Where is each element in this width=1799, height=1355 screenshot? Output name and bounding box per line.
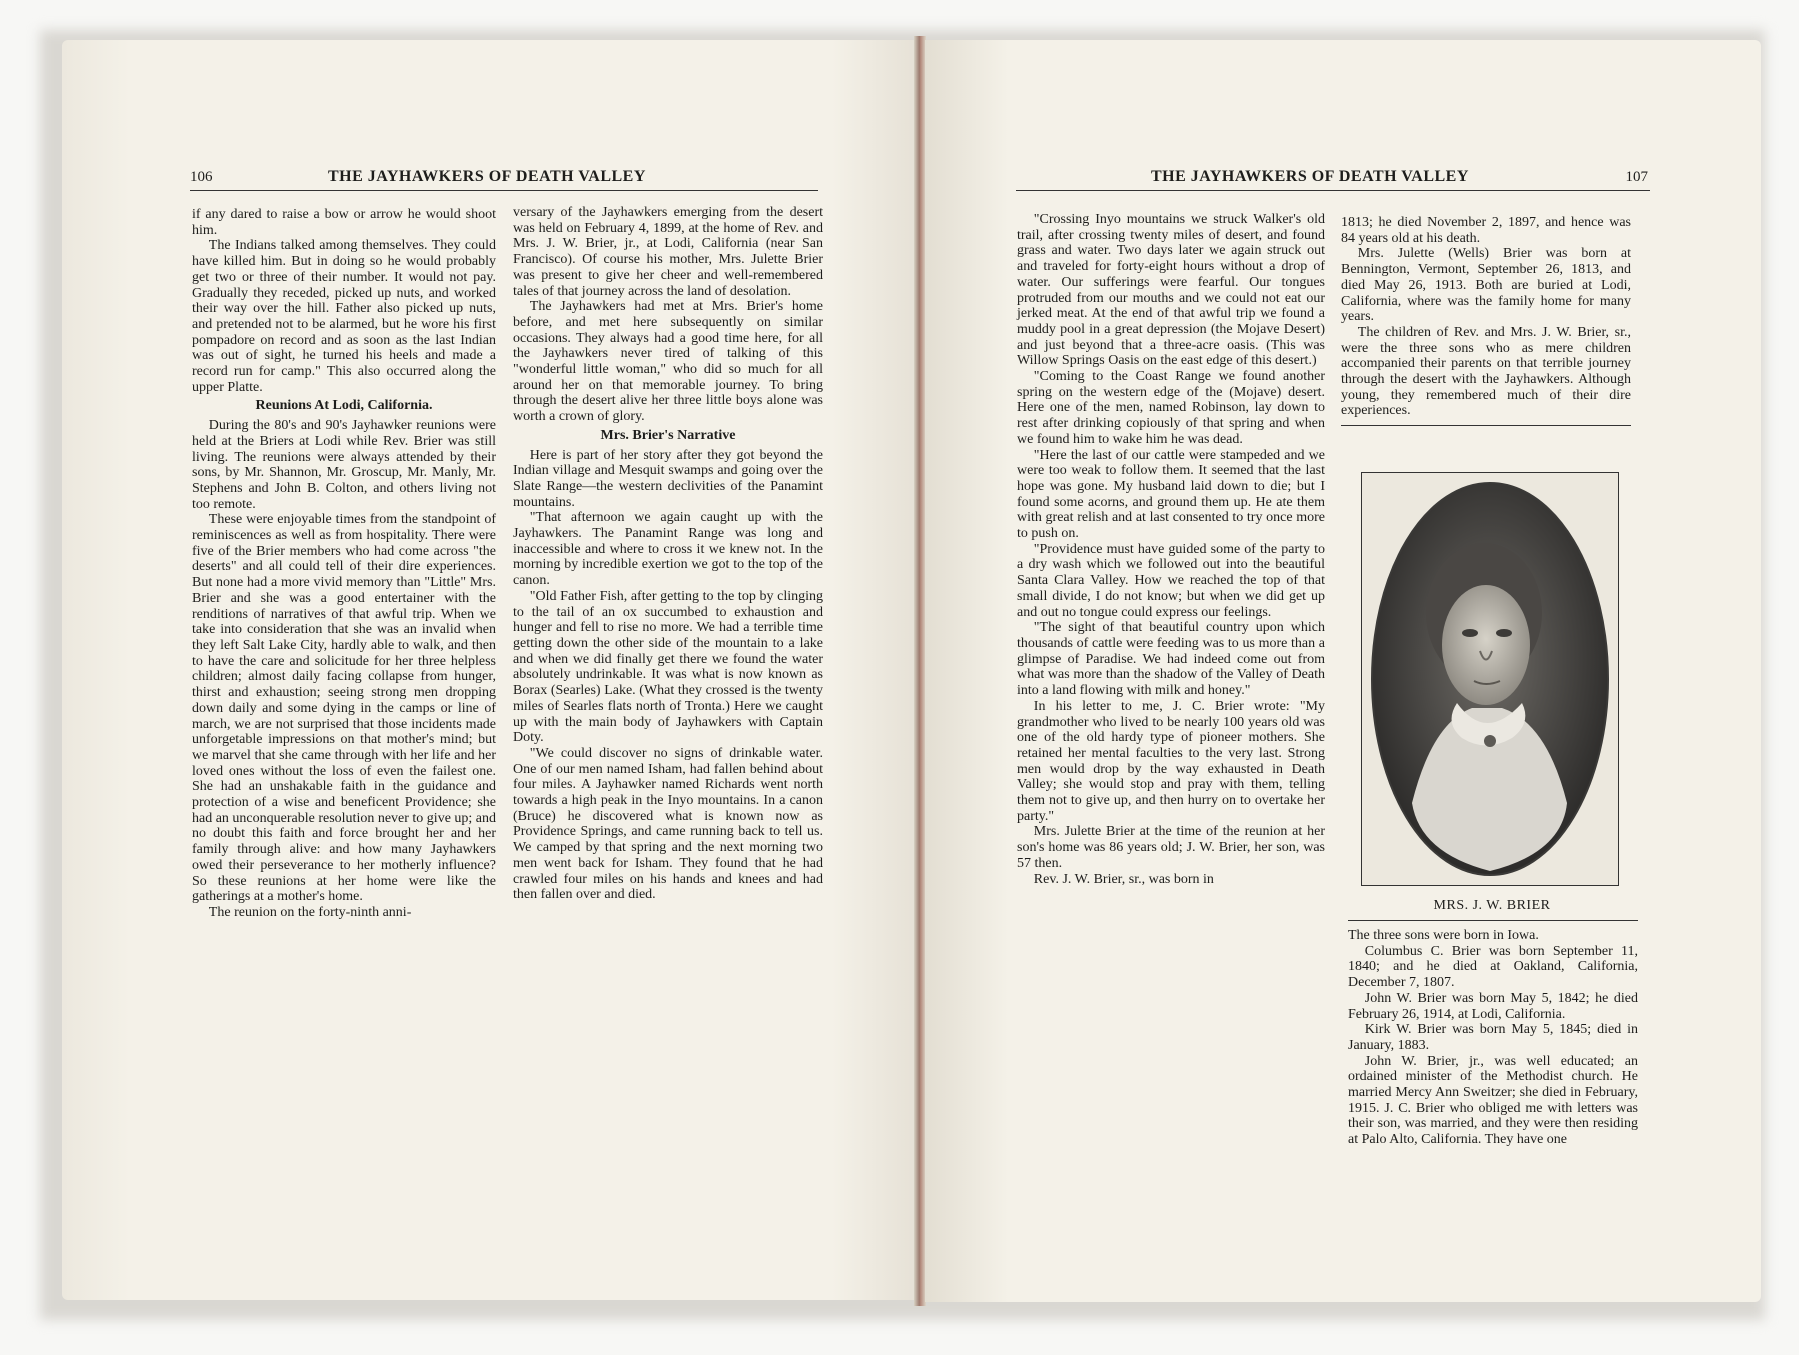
caption-divider: [1348, 920, 1638, 921]
right-column-1: [1017, 212, 1325, 887]
paragraph: The Indians talked among themselves. They could have killed him. But in doing so he would probably get two or three of their number. It would not pay. Gradually they receded, picked up nuts, and worked their way over the hill. Father also picked up nuts, and pretended not to be alarmed, but he wore his first pompadore on record and as soon as the last Indian was out of sight, he turned his heels and made a record run for camp." This also occurred along the upper Platte.: [192, 238, 496, 395]
portrait-photo: [1361, 472, 1619, 886]
left-column-1: [192, 207, 496, 921]
right-column-2: [1341, 215, 1631, 432]
page-number: 107: [1625, 169, 1648, 185]
paragraph: The Jayhawkers had met at Mrs. Brier's home before, and met here subsequently on similar occasions. They always had a good time here, for all the Jayhawkers never tired of talking of this "wonderful little woman," who did so much for all around her on that memorable journey. To bring through the desert alive her three little boys alone was worth a crown of glory.: [513, 299, 823, 425]
section-heading: Mrs. Brier's Narrative: [600, 427, 736, 443]
photo-caption: MRS. J. W. BRIER: [1433, 898, 1551, 913]
paragraph: John W. Brier, jr., was well educated; an ordained minister of the Methodist church. He married Mercy Ann Sweitzer; she died in February, 1915. J. C. Brier who obliged me with letters was their son, was married, and they were then residing at Palo Alto, California. They have one: [1348, 1053, 1638, 1148]
paragraph: "We could discover no signs of drinkable water. One of our men named Isham, had fallen behind about four miles. A Jayhawker named Richards went north towards a high peak in the Inyo mountains. In a canon (Bruce) he discovered what is known now as Providence Springs, and came running back to tell us. We camped by that spring and the next morning two men went back for Isham. They found that he had crawled four miles on his hands and knees and had then fallen over and died.: [513, 745, 823, 903]
paragraph: "Here the last of our cattle were stampeded and we were too weak to follow them. It seemed that the last hope was gone. My husband laid down to die; but I found some acorns, and ground them up. He ate them with great relish and at last consented to try once more to push on.: [1017, 447, 1325, 542]
paragraph: "Crossing Inyo mountains we struck Walker's old trail, after crossing twenty miles of desert, and found grass and water. Two days later we again struck out and traveled for forty-eight hours without a drop of water. Our sufferings were fearful. Our tongues protruded from our mouths and we could not eat our jerked meat. At the end of that awful trip we found a muddy pool in a great depression (the Mojave Desert) and just beyond that a three-acre oasis. (This was Willow Springs Oasis on the east edge of this desert.): [1017, 212, 1325, 369]
left-page-header: [190, 130, 818, 191]
paragraph: Kirk W. Brier was born May 5, 1845; died in January, 1883.: [1348, 1022, 1638, 1053]
paragraph: The three sons were born in Iowa.: [1348, 928, 1539, 943]
paragraph: "Providence must have guided some of the party to a dry wash which we followed out into the beautiful Santa Clara Valley. How we reached the top of that small divide, I do not know; but when we did get up and out no tongue could express our feelings.: [1017, 541, 1325, 620]
paragraph: "Old Father Fish, after getting to the top by clinging to the tail of an ox succumbed to exhaustion and hunger and fell to rise no more. We had a terrible time getting down the other side of the mountain to a lake and when we did finally get there we found the water absolutely undrinkable. It was what is now known as Borax (Searles) Lake. (What they crossed is the twenty miles of Searles flats north of Tronta.) Here we caught up with the main body of Jayhawkers with Captain Doty.: [513, 588, 823, 746]
left-column-2: [513, 205, 823, 903]
paragraph: if any dared to raise a bow or arrow he would shoot him.: [192, 207, 496, 238]
paragraph: "That afternoon we again caught up with the Jayhawkers. The Panamint Range was long and inaccessible and where to cross it we knew not. In the morning by incredible exertion we got to the top of the canon.: [513, 510, 823, 589]
running-title: THE JAYHAWKERS OF DEATH VALLEY: [328, 168, 646, 185]
paragraph: "The sight of that beautiful country upon which thousands of cattle were feeding was to us more than a glimpse of Paradise. We had indeed come out from what was more than the shadow of the Valley of Death into a land flowing with milk and honey.": [1017, 620, 1325, 699]
paragraph: "Coming to the Coast Range we found another spring on the western edge of the (Mojave) desert. Here one of the men, named Robinson, lay down to rest after drinking copiously of that spring and when we found him to wake him he was dead.: [1017, 369, 1325, 447]
paragraph: 1813; he died November 2, 1897, and hence was 84 years old at his death.: [1341, 215, 1631, 246]
paragraph: Mrs. Julette (Wells) Brier was born at Bennington, Vermont, September 26, 1813, and died May 26, 1913. Both are buried at Lodi, California, where was the family home for many years.: [1341, 246, 1631, 325]
page-number: 106: [190, 169, 213, 185]
right-page-header: [1016, 130, 1650, 191]
paragraph: In his letter to me, J. C. Brier wrote: "My grandmother who lived to be nearly 100 years old was one of the old hardy type of pioneer mothers. She retained her mental faculties to the very last. Strong men would drop by the way exhausted in Death Valley; she would stop and pray with them, telling them not to give up, and then hurry on to overtake her party.": [1017, 698, 1325, 824]
divider: [1341, 425, 1631, 426]
running-title: THE JAYHAWKERS OF DEATH VALLEY: [1151, 168, 1469, 185]
paragraph: John W. Brier was born May 5, 1842; he died February 26, 1914, at Lodi, California.: [1348, 990, 1638, 1022]
paragraph: Here is part of her story after they got beyond the Indian village and Mesquit swamps and going over the Slate Range—the western declivities of the Panamint mountains.: [513, 447, 823, 510]
paragraph: Mrs. Julette Brier at the time of the reunion at her son's home was 86 years old; J. W. Brier, her son, was 57 then.: [1017, 824, 1325, 871]
paragraph: Rev. J. W. Brier, sr., was born in: [1033, 871, 1214, 887]
paragraph: The children of Rev. and Mrs. J. W. Brier, sr., were the three sons who as mere children accompanied their parents on that terrible journey through the desert with the Jayhawkers. Although young, they remembered much of their dire experiences.: [1341, 324, 1631, 419]
paragraph: The reunion on the forty-ninth anni-: [208, 904, 412, 920]
paragraph: During the 80's and 90's Jayhawker reunions were held at the Briers at Lodi while Rev. Brier was still living. The reunions were always attended by their sons, by Mr. Shannon, Mr. Groscup, Mr. Manly, Mr. Stephens and John B. Colton, and others living not too remote.: [192, 418, 496, 512]
paragraph: These were enjoyable times from the standpoint of reminiscences as well as from hospitality. There were five of the Brier members who had come across "the deserts" and all could tell of their dire experiences. But none had a more vivid memory than "Little" Mrs. Brier and she was a good entertainer with the renditions of narratives of that awful trip. When we take into consideration that she was an invalid when they left Salt Lake City, hardly able to walk, and then to have the care and solicitude for her three helpless children; almost daily facing collapse from hunger, thirst and exhaustion; seeing strong men dropping down daily and some dying in the camps or line of march, we are not surprised that those incidents made unforgetable impressions on that mother's mind; but we marvel that she came through with her life and her loved ones without the loss of even the failest one. She had an unshakable faith in the guidance and protection of a wise and beneficent Providence; she had an unconquerable resolution never to give up; and no doubt this faith and force brought her and her family through alive: and how many Jayhawkers owed their perseverance to her motherly influence? So these reunions at her home were like the gatherings at a mother's home.: [192, 512, 497, 905]
right-column-2-bottom: [1348, 928, 1638, 1148]
paragraph: versary of the Jayhawkers emerging from the desert was held on February 4, 1899, at the home of Rev. and Mrs. J. W. Brier, jr., at Lodi, California (near San Francisco). Of course his mother, Mrs. Julette Brier was present to give her cheer and well-remembered tales of that journey across the land of desolation.: [513, 205, 823, 299]
section-heading: Reunions At Lodi, California.: [255, 398, 433, 414]
paragraph: Columbus C. Brier was born September 11, 1840; and he died at Oakland, California, December 7, 1807.: [1348, 943, 1638, 991]
